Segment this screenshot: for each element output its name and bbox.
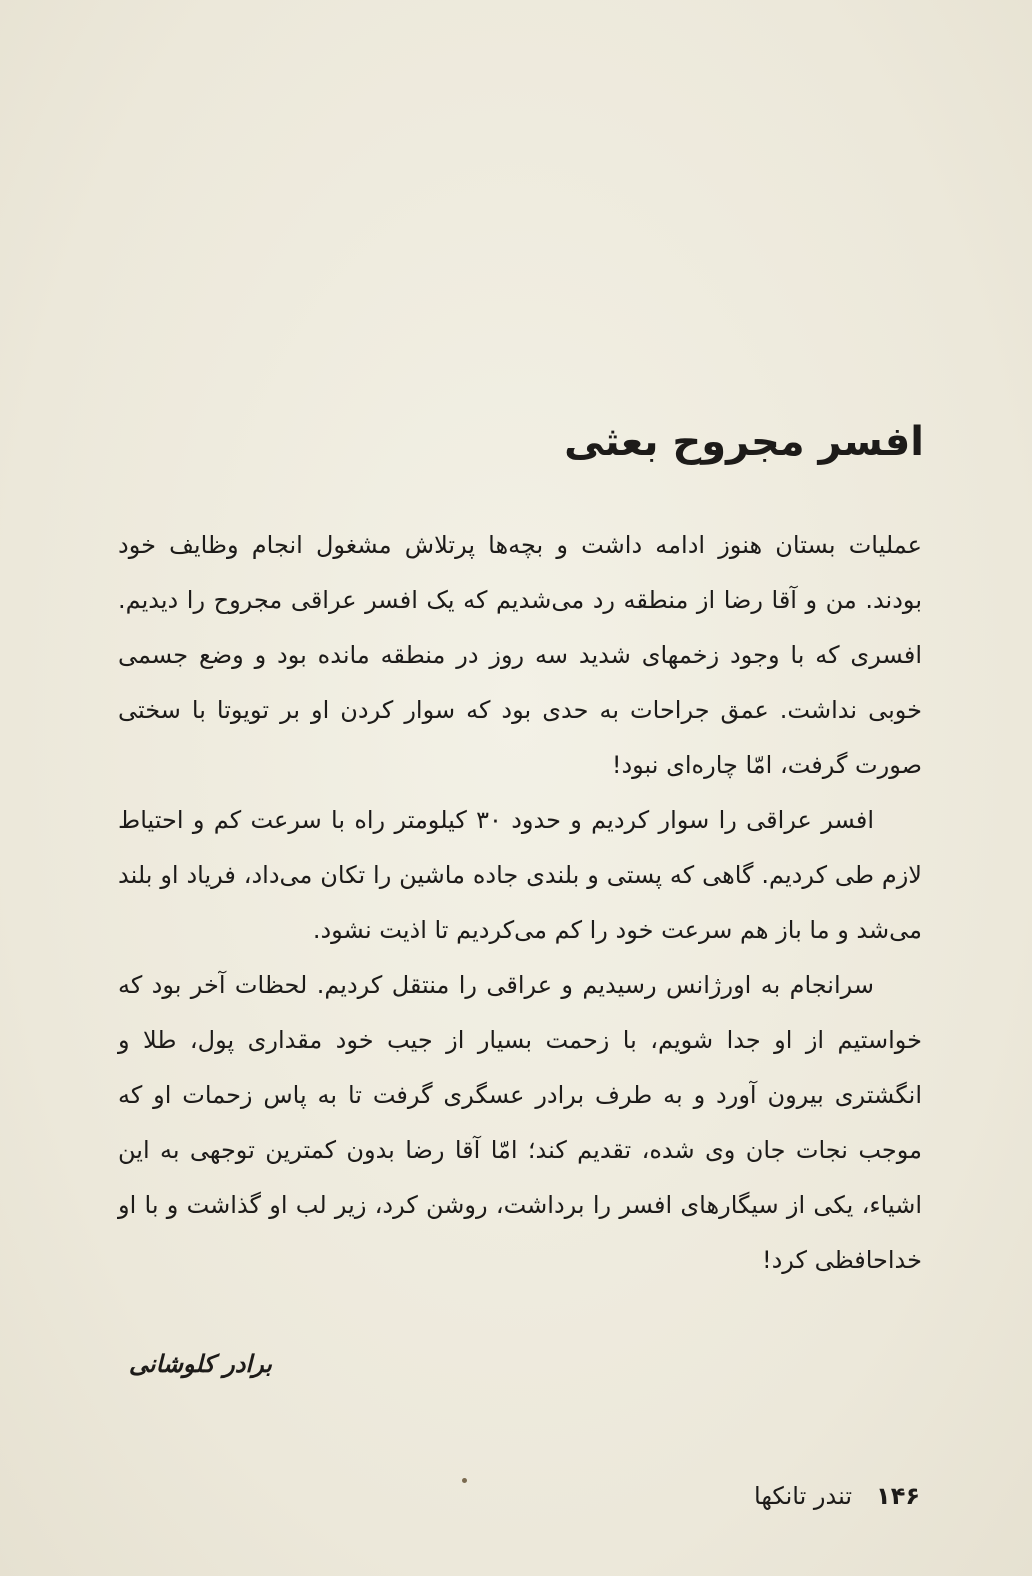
paragraph-3: سرانجام به اورژانس رسیدیم و عراقی را منتقل کردیم. لحظات آخر بود که خواستیم از او جدا شویم، با زحمت بسیار از جیب خود مقداری پول، طلا و انگشتری بیرون آورد و به طرف برادر عسگری گرفت تا به پاس زحمات او که موجب نجات جان وی شده، تقدیم کند؛ امّا آقا رضا بدون کمترین توجهی به این اشیاء، یکی از سیگارهای افسر را برداشت، روشن کرد، زیر لب او گذاشت و با او خداحافظی کرد!	[118, 971, 922, 1274]
article-body	[118, 518, 922, 1288]
paragraph-2: افسر عراقی را سوار کردیم و حدود ۳۰ کیلومتر راه با سرعت کم و احتیاط لازم طی کردیم. گاهی که پستی و بلندی جاده ماشین را تکان می‌داد، فریاد او بلند می‌شد و ما باز هم سرعت خود را کم می‌کردیم تا اذیت نشود.	[118, 806, 922, 944]
paragraph-1: عملیات بستان هنوز ادامه داشت و بچه‌ها پرتلاش مشغول انجام وظایف خود بودند. من و آقا رضا از منطقه رد می‌شدیم که یک افسر عراقی مجروح را دیدیم. افسری که با وجود زخمهای شدید سه روز در منطقه مانده بود و وضع جسمی خوبی نداشت. عمق جراحات به حدی بود که سوار کردن او بر تویوتا با سختی صورت گرفت، امّا چاره‌ای نبود!	[118, 531, 922, 779]
paper-speck	[462, 1478, 467, 1483]
article-title: افسر مجروح بعثی	[564, 419, 924, 465]
author-signature: برادر کلوشانی	[128, 1350, 272, 1378]
page-footer	[754, 1472, 920, 1520]
book-title: تندر تانکها	[754, 1482, 853, 1510]
page-number: ۱۴۶	[876, 1482, 920, 1510]
